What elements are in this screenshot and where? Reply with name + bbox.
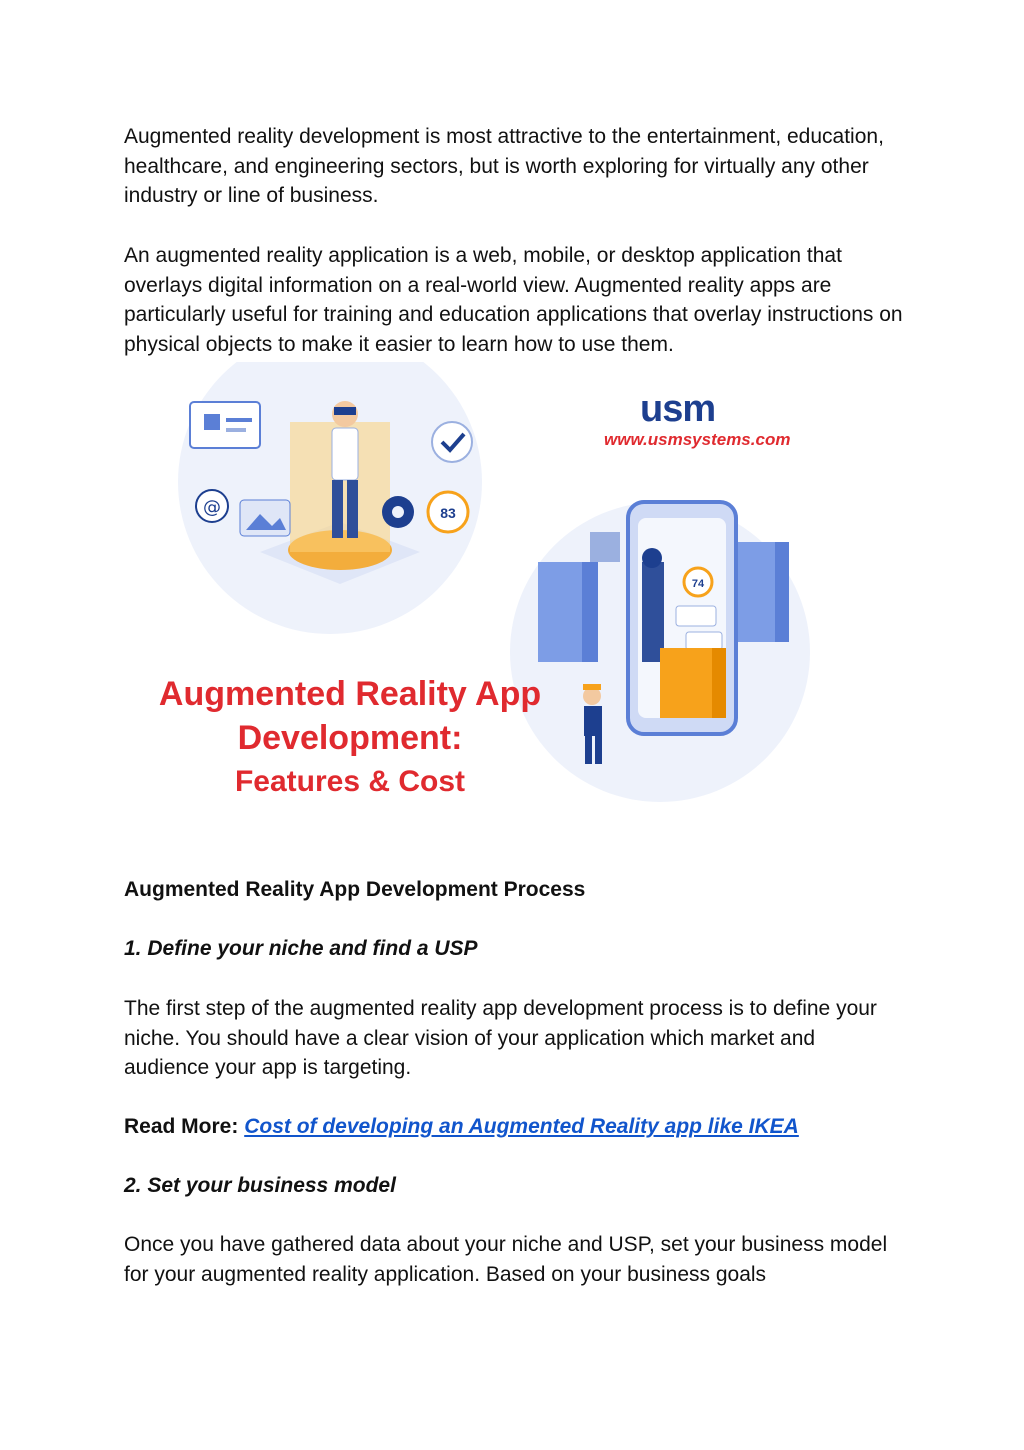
worker-leg-left (585, 736, 592, 764)
profile-card (190, 402, 260, 448)
step2-paragraph: Once you have gathered data about your niche and USP, set your business model for your augmented reality application. Based on your business goals (124, 1233, 888, 1286)
orange-cube-side (712, 648, 726, 718)
profile-line (226, 418, 252, 422)
profile-avatar (204, 414, 220, 430)
vr-headset (334, 407, 356, 415)
intro-paragraph: Augmented reality development is most attractive to the entertainment, education, healthcare, and engineering sectors, but is worth exploring for virtually any other industry or line of business. (124, 125, 884, 207)
read-more-line (124, 1112, 799, 1141)
check-badge (432, 422, 472, 462)
screen-bar-chart (642, 562, 664, 662)
read-more-link[interactable]: Cost of developing an Augmented Reality app like IKEA (244, 1115, 799, 1138)
cube-tall-right (735, 542, 775, 642)
screen-card-2 (686, 632, 722, 650)
illustration-title (150, 672, 550, 804)
worker-body (584, 706, 602, 736)
score-83-text: 83 (440, 505, 456, 521)
gear-center (392, 506, 404, 518)
screen-card-1 (676, 606, 716, 626)
person-leg-right (347, 480, 358, 538)
image-card (240, 500, 290, 536)
person-body (332, 428, 358, 480)
worker-helmet (583, 684, 601, 690)
screen-check-badge (642, 548, 662, 568)
read-more-label: Read More: (124, 1115, 239, 1138)
ar-app-illustration (120, 362, 820, 832)
at-icon: @ (203, 497, 221, 518)
usm-logo: usm (640, 388, 716, 430)
cube-tall-left-side (582, 562, 598, 662)
cube-tall-left (538, 562, 582, 662)
step2-heading: 2. Set your business model (124, 1174, 396, 1197)
step1-paragraph: The first step of the augmented reality app development process is to define your niche. You should have a clear vision of your application which market and audience your app is targeting. (124, 997, 877, 1079)
worker-leg-right (595, 736, 602, 764)
orange-cube (660, 648, 712, 718)
cube-small (590, 532, 620, 562)
profile-line-2 (226, 428, 246, 432)
brand-url: www.usmsystems.com (604, 430, 791, 449)
illustration-title-line3: Features & Cost (234, 765, 466, 798)
definition-paragraph: An augmented reality application is a web, mobile, or desktop application that overlays digital information on a real-world view. Augmented reality apps are particularly useful for training and education applications that overlay instructions on physical objects to make it easier to learn how to use them. (124, 244, 903, 356)
cube-tall-right-side (775, 542, 789, 642)
illustration-title-line2: Development: (237, 719, 463, 757)
section-heading: Augmented Reality App Development Process (124, 878, 586, 901)
score-74-text: 74 (691, 578, 705, 590)
step1-heading: 1. Define your niche and find a USP (124, 937, 478, 960)
illustration-title-line1: Augmented Reality App (158, 675, 542, 713)
person-leg-left (332, 480, 343, 538)
